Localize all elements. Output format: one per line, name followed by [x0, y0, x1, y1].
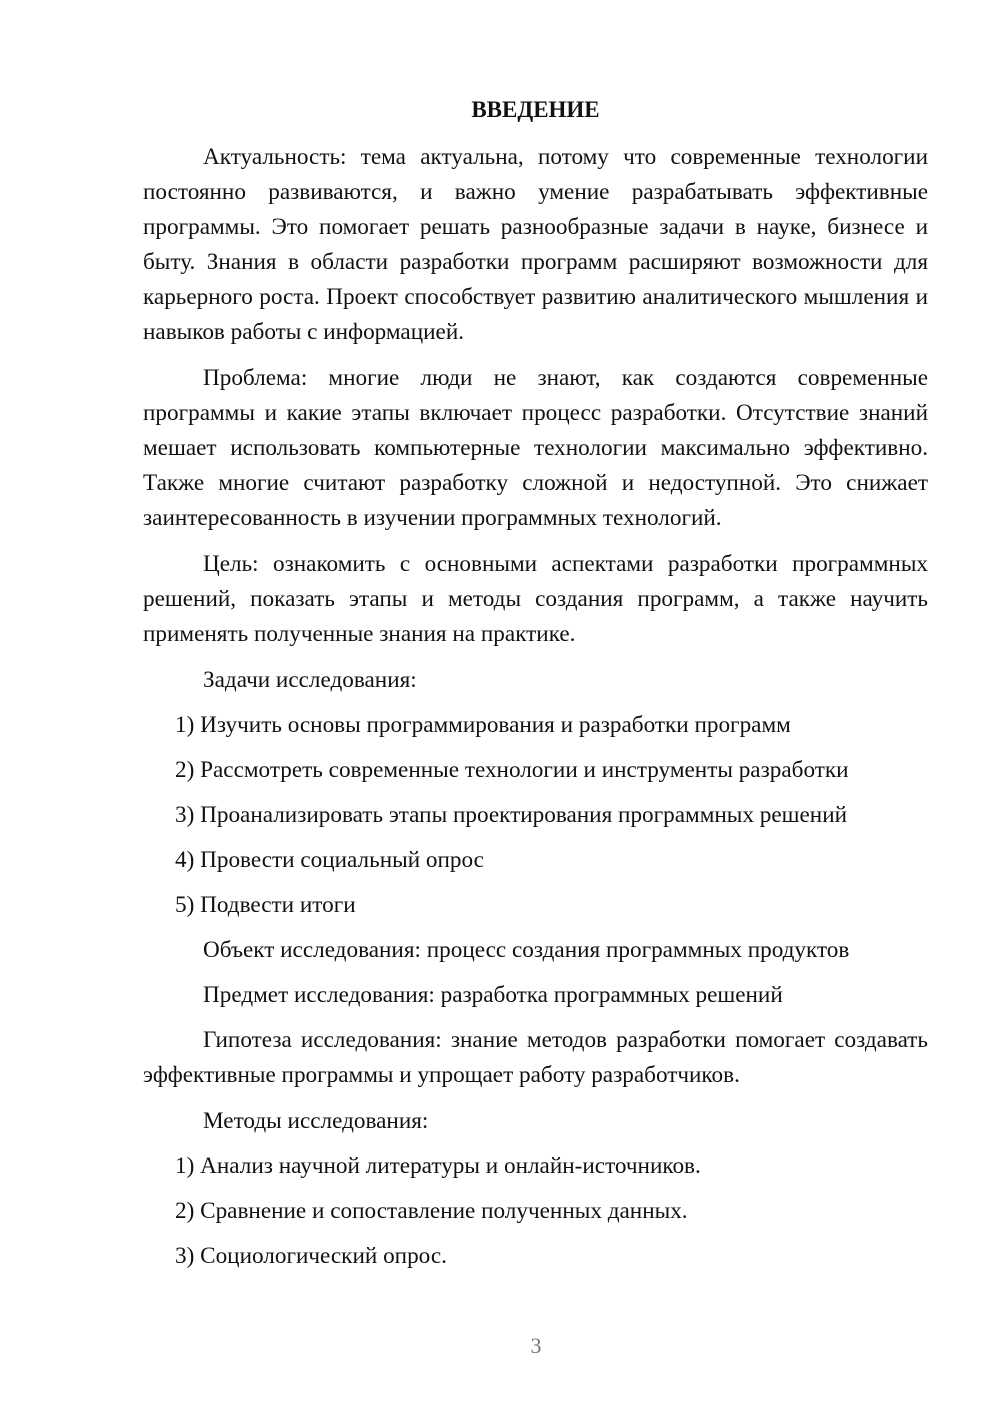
task-item: 5) Подвести итоги — [175, 892, 356, 918]
task-item: 4) Провести социальный опрос — [175, 847, 484, 873]
research-object: Объект исследования: процесс создания программных продуктов — [203, 937, 850, 963]
page-number: 3 — [530, 1333, 542, 1358]
method-item: 3) Социологический опрос. — [175, 1243, 447, 1269]
task-item: 3) Проанализировать этапы проектирования программных решений — [175, 802, 848, 828]
tasks-heading: Задачи исследования: — [203, 667, 417, 693]
research-subject: Предмет исследования: разработка программных решений — [203, 982, 783, 1008]
method-item: 2) Сравнение и сопоставление полученных данных. — [175, 1198, 688, 1224]
goal-paragraph: Цель: ознакомить с основными аспектами разработки программных решений, показать этапы и методы создания программ, а также научить применять полученные знания на практике. — [143, 551, 928, 647]
document-title: ВВЕДЕНИЕ — [471, 97, 600, 122]
hypothesis-paragraph: Гипотеза исследования: знание методов разработки помогает создавать эффективные программы и упрощает работу разработчиков. — [143, 1027, 928, 1088]
task-item: 1) Изучить основы программирования и разработки программ — [175, 712, 791, 738]
method-item: 1) Анализ научной литературы и онлайн-источников. — [175, 1153, 701, 1179]
document-page — [143, 92, 928, 1284]
relevance-paragraph: Актуальность: тема актуальна, потому что современные технологии постоянно развиваются, и важно умение разрабатывать эффективные программы. Это помогает решать разнообразные задачи в науке, бизнесе и быту. Знания в области разработки программ расширяют возможности для карьерного роста. Проект способствует развитию аналитического мышления и навыков работы с информацией. — [143, 144, 928, 345]
task-item: 2) Рассмотреть современные технологии и инструменты разработки — [175, 757, 849, 783]
methods-heading: Методы исследования: — [203, 1108, 429, 1134]
problem-paragraph: Проблема: многие люди не знают, как создаются современные программы и какие этапы включает процесс разработки. Отсутствие знаний мешает использовать компьютерные технологии максимально эффективно. Также многие считают разработку сложной и недоступной. Это снижает заинтересованность в изучении программных технологий. — [143, 365, 928, 531]
